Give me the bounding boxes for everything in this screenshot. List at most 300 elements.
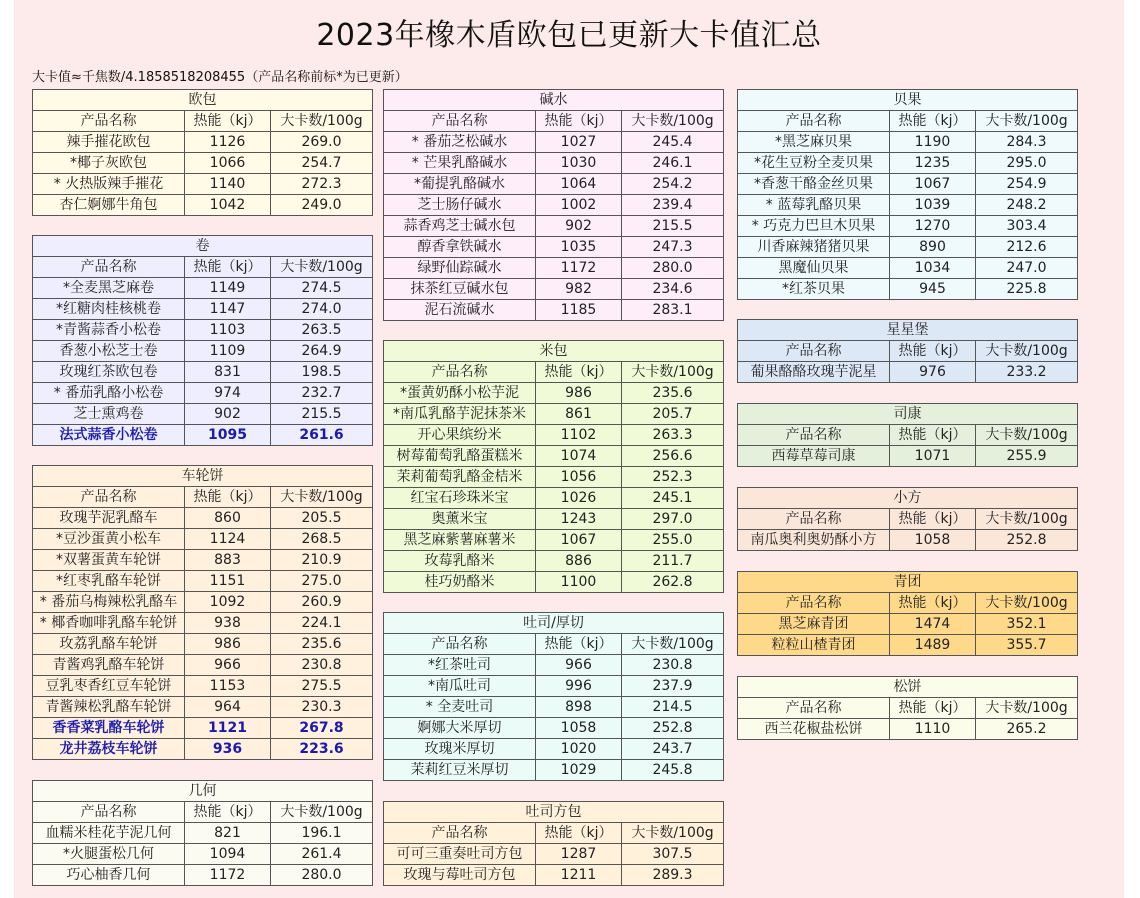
energy-kj-cell: 1110 xyxy=(890,719,976,740)
column-header: 热能（kj） xyxy=(890,698,976,719)
product-name-cell: 青酱辣松乳酪车轮饼 xyxy=(33,697,185,718)
table-row xyxy=(384,174,724,195)
table-碱水 xyxy=(383,89,724,321)
kcal-cell: 196.1 xyxy=(271,823,373,844)
kcal-cell: 272.3 xyxy=(271,174,373,195)
product-name-cell: 开心果缤纷米 xyxy=(384,425,536,446)
energy-kj-cell: 945 xyxy=(890,279,976,300)
column-header: 热能（kj） xyxy=(890,111,976,132)
energy-kj-cell: 1103 xyxy=(185,320,271,341)
table-row xyxy=(33,341,373,362)
product-name-cell: 辣手摧花欧包 xyxy=(33,132,185,153)
energy-kj-cell: 1172 xyxy=(185,865,271,886)
kcal-cell: 254.9 xyxy=(976,174,1078,195)
table-row xyxy=(33,697,373,718)
kcal-cell: 252.3 xyxy=(622,467,724,488)
kcal-cell: 252.8 xyxy=(976,530,1078,551)
table-row xyxy=(33,676,373,697)
table-row xyxy=(738,216,1078,237)
table-row xyxy=(738,530,1078,551)
product-name-cell: *青酱蒜香小松卷 xyxy=(33,320,185,341)
product-name-cell: 可可三重奏吐司方包 xyxy=(384,844,536,865)
kcal-cell: 256.6 xyxy=(622,446,724,467)
kcal-cell: 262.8 xyxy=(622,572,724,593)
kcal-cell: 352.1 xyxy=(976,614,1078,635)
product-name-cell: 婀娜大米厚切 xyxy=(384,718,536,739)
table-category-title: 贝果 xyxy=(738,90,1078,111)
energy-kj-cell: 1095 xyxy=(185,425,271,446)
energy-kj-cell: 898 xyxy=(536,697,622,718)
kcal-cell: 215.5 xyxy=(622,216,724,237)
kcal-cell: 212.6 xyxy=(976,237,1078,258)
table-category-title: 吐司方包 xyxy=(384,802,724,823)
product-name-cell: *火腿蛋松几何 xyxy=(33,844,185,865)
table-贝果 xyxy=(737,89,1078,300)
table-row xyxy=(384,844,724,865)
column-header: 产品名称 xyxy=(738,698,890,719)
energy-kj-cell: 966 xyxy=(185,655,271,676)
column-header: 大卡数/100g xyxy=(976,698,1078,719)
table-欧包 xyxy=(32,89,373,216)
product-name-cell: 黑芝麻青团 xyxy=(738,614,890,635)
table-row xyxy=(33,592,373,613)
table-row xyxy=(33,718,373,739)
column-header: 产品名称 xyxy=(384,634,536,655)
product-name-cell: 玫瑰米厚切 xyxy=(384,739,536,760)
table-row xyxy=(738,279,1078,300)
product-name-cell: 川香麻辣猪猪贝果 xyxy=(738,237,890,258)
column-header: 大卡数/100g xyxy=(622,823,724,844)
product-name-cell: 芝士熏鸡卷 xyxy=(33,404,185,425)
product-name-cell: 葡果酪酪玫瑰芋泥星 xyxy=(738,362,890,383)
table-row xyxy=(738,635,1078,656)
kcal-cell: 260.9 xyxy=(271,592,373,613)
column-header: 大卡数/100g xyxy=(976,509,1078,530)
table-row xyxy=(384,697,724,718)
energy-kj-cell: 938 xyxy=(185,613,271,634)
product-name-cell: * 蓝莓乳酪贝果 xyxy=(738,195,890,216)
table-row xyxy=(738,719,1078,740)
table-row xyxy=(384,467,724,488)
table-row xyxy=(33,425,373,446)
product-name-cell: *红茶贝果 xyxy=(738,279,890,300)
energy-kj-cell: 1064 xyxy=(536,174,622,195)
table-category-title: 吐司/厚切 xyxy=(384,613,724,634)
product-name-cell: *黑芝麻贝果 xyxy=(738,132,890,153)
column-header: 热能（kj） xyxy=(185,257,271,278)
column-header: 热能（kj） xyxy=(536,634,622,655)
kcal-cell: 275.5 xyxy=(271,676,373,697)
kcal-cell: 211.7 xyxy=(622,551,724,572)
column-header: 大卡数/100g xyxy=(622,634,724,655)
table-row xyxy=(33,153,373,174)
table-category-title: 欧包 xyxy=(33,90,373,111)
table-row xyxy=(738,362,1078,383)
table-row xyxy=(384,530,724,551)
table-row xyxy=(384,739,724,760)
table-row xyxy=(738,174,1078,195)
product-name-cell: 法式蒜香小松卷 xyxy=(33,425,185,446)
table-卷 xyxy=(32,235,373,446)
energy-kj-cell: 964 xyxy=(185,697,271,718)
product-name-cell: 奥薰米宝 xyxy=(384,509,536,530)
kcal-cell: 235.6 xyxy=(271,634,373,655)
product-name-cell: 抹茶红豆碱水包 xyxy=(384,279,536,300)
product-name-cell: 龙井荔枝车轮饼 xyxy=(33,739,185,760)
product-name-cell: * 椰香咖啡乳酪车轮饼 xyxy=(33,613,185,634)
product-name-cell: 泥石流碱水 xyxy=(384,300,536,321)
kcal-cell: 232.7 xyxy=(271,383,373,404)
product-name-cell: 黑芝麻紫薯麻薯米 xyxy=(384,530,536,551)
kcal-cell: 254.2 xyxy=(622,174,724,195)
product-name-cell: 豆乳枣香红豆车轮饼 xyxy=(33,676,185,697)
table-车轮饼 xyxy=(32,465,373,760)
kcal-cell: 275.0 xyxy=(271,571,373,592)
column-header: 产品名称 xyxy=(384,362,536,383)
energy-kj-cell: 986 xyxy=(536,383,622,404)
kcal-cell: 245.4 xyxy=(622,132,724,153)
product-name-cell: 树莓葡萄乳酪蛋糕米 xyxy=(384,446,536,467)
product-name-cell: 蒜香鸡芝士碱水包 xyxy=(384,216,536,237)
product-name-cell: * 芒果乳酪碱水 xyxy=(384,153,536,174)
energy-kj-cell: 1020 xyxy=(536,739,622,760)
kcal-cell: 274.5 xyxy=(271,278,373,299)
column-header: 热能（kj） xyxy=(185,487,271,508)
kcal-cell: 307.5 xyxy=(622,844,724,865)
energy-kj-cell: 1029 xyxy=(536,760,622,781)
page-title: 2023年橡木盾欧包已更新大卡值汇总 xyxy=(316,18,822,53)
column-header: 大卡数/100g xyxy=(622,111,724,132)
kcal-cell: 254.7 xyxy=(271,153,373,174)
product-name-cell: *红茶吐司 xyxy=(384,655,536,676)
product-name-cell: 玫瑰红茶欧包卷 xyxy=(33,362,185,383)
product-name-cell: * 番茄乳酪小松卷 xyxy=(33,383,185,404)
kcal-cell: 224.1 xyxy=(271,613,373,634)
energy-kj-cell: 1109 xyxy=(185,341,271,362)
table-吐司/厚切 xyxy=(383,612,724,781)
table-row xyxy=(384,216,724,237)
kcal-cell: 248.2 xyxy=(976,195,1078,216)
kcal-cell: 263.5 xyxy=(271,320,373,341)
kcal-cell: 284.3 xyxy=(976,132,1078,153)
product-name-cell: *红糖肉桂核桃卷 xyxy=(33,299,185,320)
product-name-cell: 醇香拿铁碱水 xyxy=(384,237,536,258)
column-header: 产品名称 xyxy=(738,111,890,132)
column-header: 热能（kj） xyxy=(185,802,271,823)
energy-kj-cell: 1066 xyxy=(185,153,271,174)
energy-kj-cell: 1121 xyxy=(185,718,271,739)
kcal-cell: 265.2 xyxy=(976,719,1078,740)
table-row xyxy=(33,195,373,216)
table-row xyxy=(384,865,724,886)
table-米包 xyxy=(383,340,724,593)
energy-kj-cell: 982 xyxy=(536,279,622,300)
kcal-cell: 230.3 xyxy=(271,697,373,718)
kcal-cell: 297.0 xyxy=(622,509,724,530)
kcal-cell: 245.1 xyxy=(622,488,724,509)
product-name-cell: 芝士肠仔碱水 xyxy=(384,195,536,216)
column-header: 大卡数/100g xyxy=(271,257,373,278)
kcal-cell: 247.3 xyxy=(622,237,724,258)
table-row xyxy=(33,571,373,592)
table-row xyxy=(33,299,373,320)
product-name-cell: 香葱小松芝士卷 xyxy=(33,341,185,362)
product-name-cell: 茉莉葡萄乳酪金桔米 xyxy=(384,467,536,488)
energy-kj-cell: 1027 xyxy=(536,132,622,153)
product-name-cell: * 全麦吐司 xyxy=(384,697,536,718)
product-name-cell: * 火热版辣手摧花 xyxy=(33,174,185,195)
column-header: 产品名称 xyxy=(384,823,536,844)
product-name-cell: 桂巧奶酪米 xyxy=(384,572,536,593)
page-background xyxy=(14,0,1124,898)
energy-kj-cell: 1149 xyxy=(185,278,271,299)
product-name-cell: * 巧克力巴旦木贝果 xyxy=(738,216,890,237)
kcal-cell: 269.0 xyxy=(271,132,373,153)
table-row xyxy=(33,844,373,865)
table-row xyxy=(384,300,724,321)
kcal-cell: 225.8 xyxy=(976,279,1078,300)
column-header: 大卡数/100g xyxy=(271,487,373,508)
product-name-cell: 粒粒山楂青团 xyxy=(738,635,890,656)
table-row xyxy=(33,550,373,571)
table-category-title: 司康 xyxy=(738,404,1078,425)
kcal-cell: 234.6 xyxy=(622,279,724,300)
column-header: 大卡数/100g xyxy=(976,593,1078,614)
table-row xyxy=(384,676,724,697)
table-category-title: 星星堡 xyxy=(738,320,1078,341)
kcal-cell: 261.4 xyxy=(271,844,373,865)
energy-kj-cell: 996 xyxy=(536,676,622,697)
kcal-cell: 205.7 xyxy=(622,404,724,425)
energy-kj-cell: 976 xyxy=(890,362,976,383)
kcal-cell: 283.1 xyxy=(622,300,724,321)
product-name-cell: 青酱鸡乳酪车轮饼 xyxy=(33,655,185,676)
kcal-cell: 243.7 xyxy=(622,739,724,760)
energy-kj-cell: 1094 xyxy=(185,844,271,865)
kcal-cell: 261.6 xyxy=(271,425,373,446)
table-row xyxy=(33,655,373,676)
table-青团 xyxy=(737,571,1078,656)
table-row xyxy=(738,195,1078,216)
table-row xyxy=(384,279,724,300)
table-row xyxy=(384,718,724,739)
energy-kj-cell: 1147 xyxy=(185,299,271,320)
product-name-cell: 巧心柚香几何 xyxy=(33,865,185,886)
kcal-cell: 215.5 xyxy=(271,404,373,425)
table-row xyxy=(33,383,373,404)
energy-kj-cell: 902 xyxy=(185,404,271,425)
kcal-cell: 295.0 xyxy=(976,153,1078,174)
energy-kj-cell: 936 xyxy=(185,739,271,760)
kcal-cell: 274.0 xyxy=(271,299,373,320)
product-name-cell: * 番茄乌梅辣松乳酪车 xyxy=(33,592,185,613)
column-header: 大卡数/100g xyxy=(622,362,724,383)
table-row xyxy=(384,425,724,446)
table-row xyxy=(384,258,724,279)
kcal-cell: 252.8 xyxy=(622,718,724,739)
column-header: 热能（kj） xyxy=(185,111,271,132)
column-header: 热能（kj） xyxy=(536,823,622,844)
product-name-cell: 西莓草莓司康 xyxy=(738,446,890,467)
energy-kj-cell: 1190 xyxy=(890,132,976,153)
energy-kj-cell: 1100 xyxy=(536,572,622,593)
table-row xyxy=(33,320,373,341)
kcal-cell: 355.7 xyxy=(976,635,1078,656)
table-row xyxy=(384,572,724,593)
energy-kj-cell: 1185 xyxy=(536,300,622,321)
energy-kj-cell: 1030 xyxy=(536,153,622,174)
table-row xyxy=(33,823,373,844)
energy-kj-cell: 1270 xyxy=(890,216,976,237)
energy-kj-cell: 902 xyxy=(536,216,622,237)
energy-kj-cell: 1151 xyxy=(185,571,271,592)
energy-kj-cell: 883 xyxy=(185,550,271,571)
column-header: 产品名称 xyxy=(33,487,185,508)
product-name-cell: 绿野仙踪碱水 xyxy=(384,258,536,279)
kcal-cell: 263.3 xyxy=(622,425,724,446)
table-row xyxy=(384,153,724,174)
energy-kj-cell: 1035 xyxy=(536,237,622,258)
kcal-cell: 268.5 xyxy=(271,529,373,550)
product-name-cell: 杏仁婀娜牛角包 xyxy=(33,195,185,216)
column-header: 产品名称 xyxy=(33,802,185,823)
energy-kj-cell: 1002 xyxy=(536,195,622,216)
energy-kj-cell: 1102 xyxy=(536,425,622,446)
energy-kj-cell: 831 xyxy=(185,362,271,383)
product-name-cell: * 番茄芝松碱水 xyxy=(384,132,536,153)
energy-kj-cell: 861 xyxy=(536,404,622,425)
table-row xyxy=(33,739,373,760)
column-header: 热能（kj） xyxy=(890,593,976,614)
table-row xyxy=(738,132,1078,153)
kcal-cell: 223.6 xyxy=(271,739,373,760)
energy-kj-cell: 1140 xyxy=(185,174,271,195)
product-name-cell: *双薯蛋黄车轮饼 xyxy=(33,550,185,571)
kcal-cell: 280.0 xyxy=(622,258,724,279)
energy-kj-cell: 1067 xyxy=(890,174,976,195)
energy-kj-cell: 1067 xyxy=(536,530,622,551)
table-row xyxy=(33,865,373,886)
table-row xyxy=(384,404,724,425)
table-row xyxy=(33,362,373,383)
table-row xyxy=(384,551,724,572)
energy-kj-cell: 986 xyxy=(185,634,271,655)
product-name-cell: *豆沙蛋黄小松车 xyxy=(33,529,185,550)
column-header: 热能（kj） xyxy=(536,362,622,383)
table-row xyxy=(738,237,1078,258)
table-row xyxy=(738,446,1078,467)
energy-kj-cell: 1058 xyxy=(536,718,622,739)
energy-kj-cell: 886 xyxy=(536,551,622,572)
table-row xyxy=(33,613,373,634)
energy-kj-cell: 1126 xyxy=(185,132,271,153)
product-name-cell: *花生豆粉全麦贝果 xyxy=(738,153,890,174)
energy-kj-cell: 1042 xyxy=(185,195,271,216)
table-category-title: 几何 xyxy=(33,781,373,802)
table-row xyxy=(33,508,373,529)
table-row xyxy=(33,634,373,655)
product-name-cell: *椰子灰欧包 xyxy=(33,153,185,174)
kcal-cell: 198.5 xyxy=(271,362,373,383)
page-subtitle: 大卡值≈千焦数/4.1858518208455（产品名称前标*为已更新） xyxy=(32,70,408,85)
column-header: 大卡数/100g xyxy=(976,111,1078,132)
product-name-cell: *蛋黄奶酥小松芋泥 xyxy=(384,383,536,404)
kcal-cell: 247.0 xyxy=(976,258,1078,279)
product-name-cell: 玫荔乳酪车轮饼 xyxy=(33,634,185,655)
table-row xyxy=(384,383,724,404)
energy-kj-cell: 1153 xyxy=(185,676,271,697)
kcal-cell: 230.8 xyxy=(271,655,373,676)
column-header: 产品名称 xyxy=(738,593,890,614)
kcal-cell: 267.8 xyxy=(271,718,373,739)
table-category-title: 松饼 xyxy=(738,677,1078,698)
table-row xyxy=(384,132,724,153)
column-header: 产品名称 xyxy=(33,257,185,278)
product-name-cell: 茉莉红豆米厚切 xyxy=(384,760,536,781)
table-row xyxy=(33,174,373,195)
kcal-cell: 230.8 xyxy=(622,655,724,676)
table-category-title: 青团 xyxy=(738,572,1078,593)
table-row xyxy=(384,195,724,216)
table-category-title: 米包 xyxy=(384,341,724,362)
column-header: 产品名称 xyxy=(738,341,890,362)
column-header: 大卡数/100g xyxy=(271,802,373,823)
table-几何 xyxy=(32,780,373,886)
table-row xyxy=(384,655,724,676)
kcal-cell: 255.0 xyxy=(622,530,724,551)
energy-kj-cell: 1172 xyxy=(536,258,622,279)
product-name-cell: 黑魔仙贝果 xyxy=(738,258,890,279)
product-name-cell: *南瓜乳酪芋泥抹茶米 xyxy=(384,404,536,425)
column-header: 热能（kj） xyxy=(890,425,976,446)
product-name-cell: *香葱干酪金丝贝果 xyxy=(738,174,890,195)
table-category-title: 车轮饼 xyxy=(33,466,373,487)
table-row xyxy=(384,509,724,530)
energy-kj-cell: 821 xyxy=(185,823,271,844)
column-header: 产品名称 xyxy=(33,111,185,132)
kcal-cell: 235.6 xyxy=(622,383,724,404)
kcal-cell: 255.9 xyxy=(976,446,1078,467)
table-row xyxy=(384,488,724,509)
table-row xyxy=(33,404,373,425)
table-category-title: 小方 xyxy=(738,488,1078,509)
energy-kj-cell: 1124 xyxy=(185,529,271,550)
energy-kj-cell: 1489 xyxy=(890,635,976,656)
energy-kj-cell: 966 xyxy=(536,655,622,676)
table-小方 xyxy=(737,487,1078,551)
column-header: 热能（kj） xyxy=(536,111,622,132)
energy-kj-cell: 1034 xyxy=(890,258,976,279)
column-header: 热能（kj） xyxy=(890,341,976,362)
product-name-cell: *红枣乳酪车轮饼 xyxy=(33,571,185,592)
column-header: 产品名称 xyxy=(738,509,890,530)
table-row xyxy=(33,132,373,153)
kcal-cell: 239.4 xyxy=(622,195,724,216)
energy-kj-cell: 1056 xyxy=(536,467,622,488)
column-header: 大卡数/100g xyxy=(976,341,1078,362)
table-row xyxy=(384,760,724,781)
kcal-cell: 246.1 xyxy=(622,153,724,174)
energy-kj-cell: 890 xyxy=(890,237,976,258)
product-name-cell: 玫莓乳酪米 xyxy=(384,551,536,572)
column-header: 产品名称 xyxy=(738,425,890,446)
product-name-cell: 红宝石珍珠米宝 xyxy=(384,488,536,509)
kcal-cell: 237.9 xyxy=(622,676,724,697)
kcal-cell: 210.9 xyxy=(271,550,373,571)
table-row xyxy=(33,278,373,299)
column-header: 产品名称 xyxy=(384,111,536,132)
product-name-cell: *南瓜吐司 xyxy=(384,676,536,697)
